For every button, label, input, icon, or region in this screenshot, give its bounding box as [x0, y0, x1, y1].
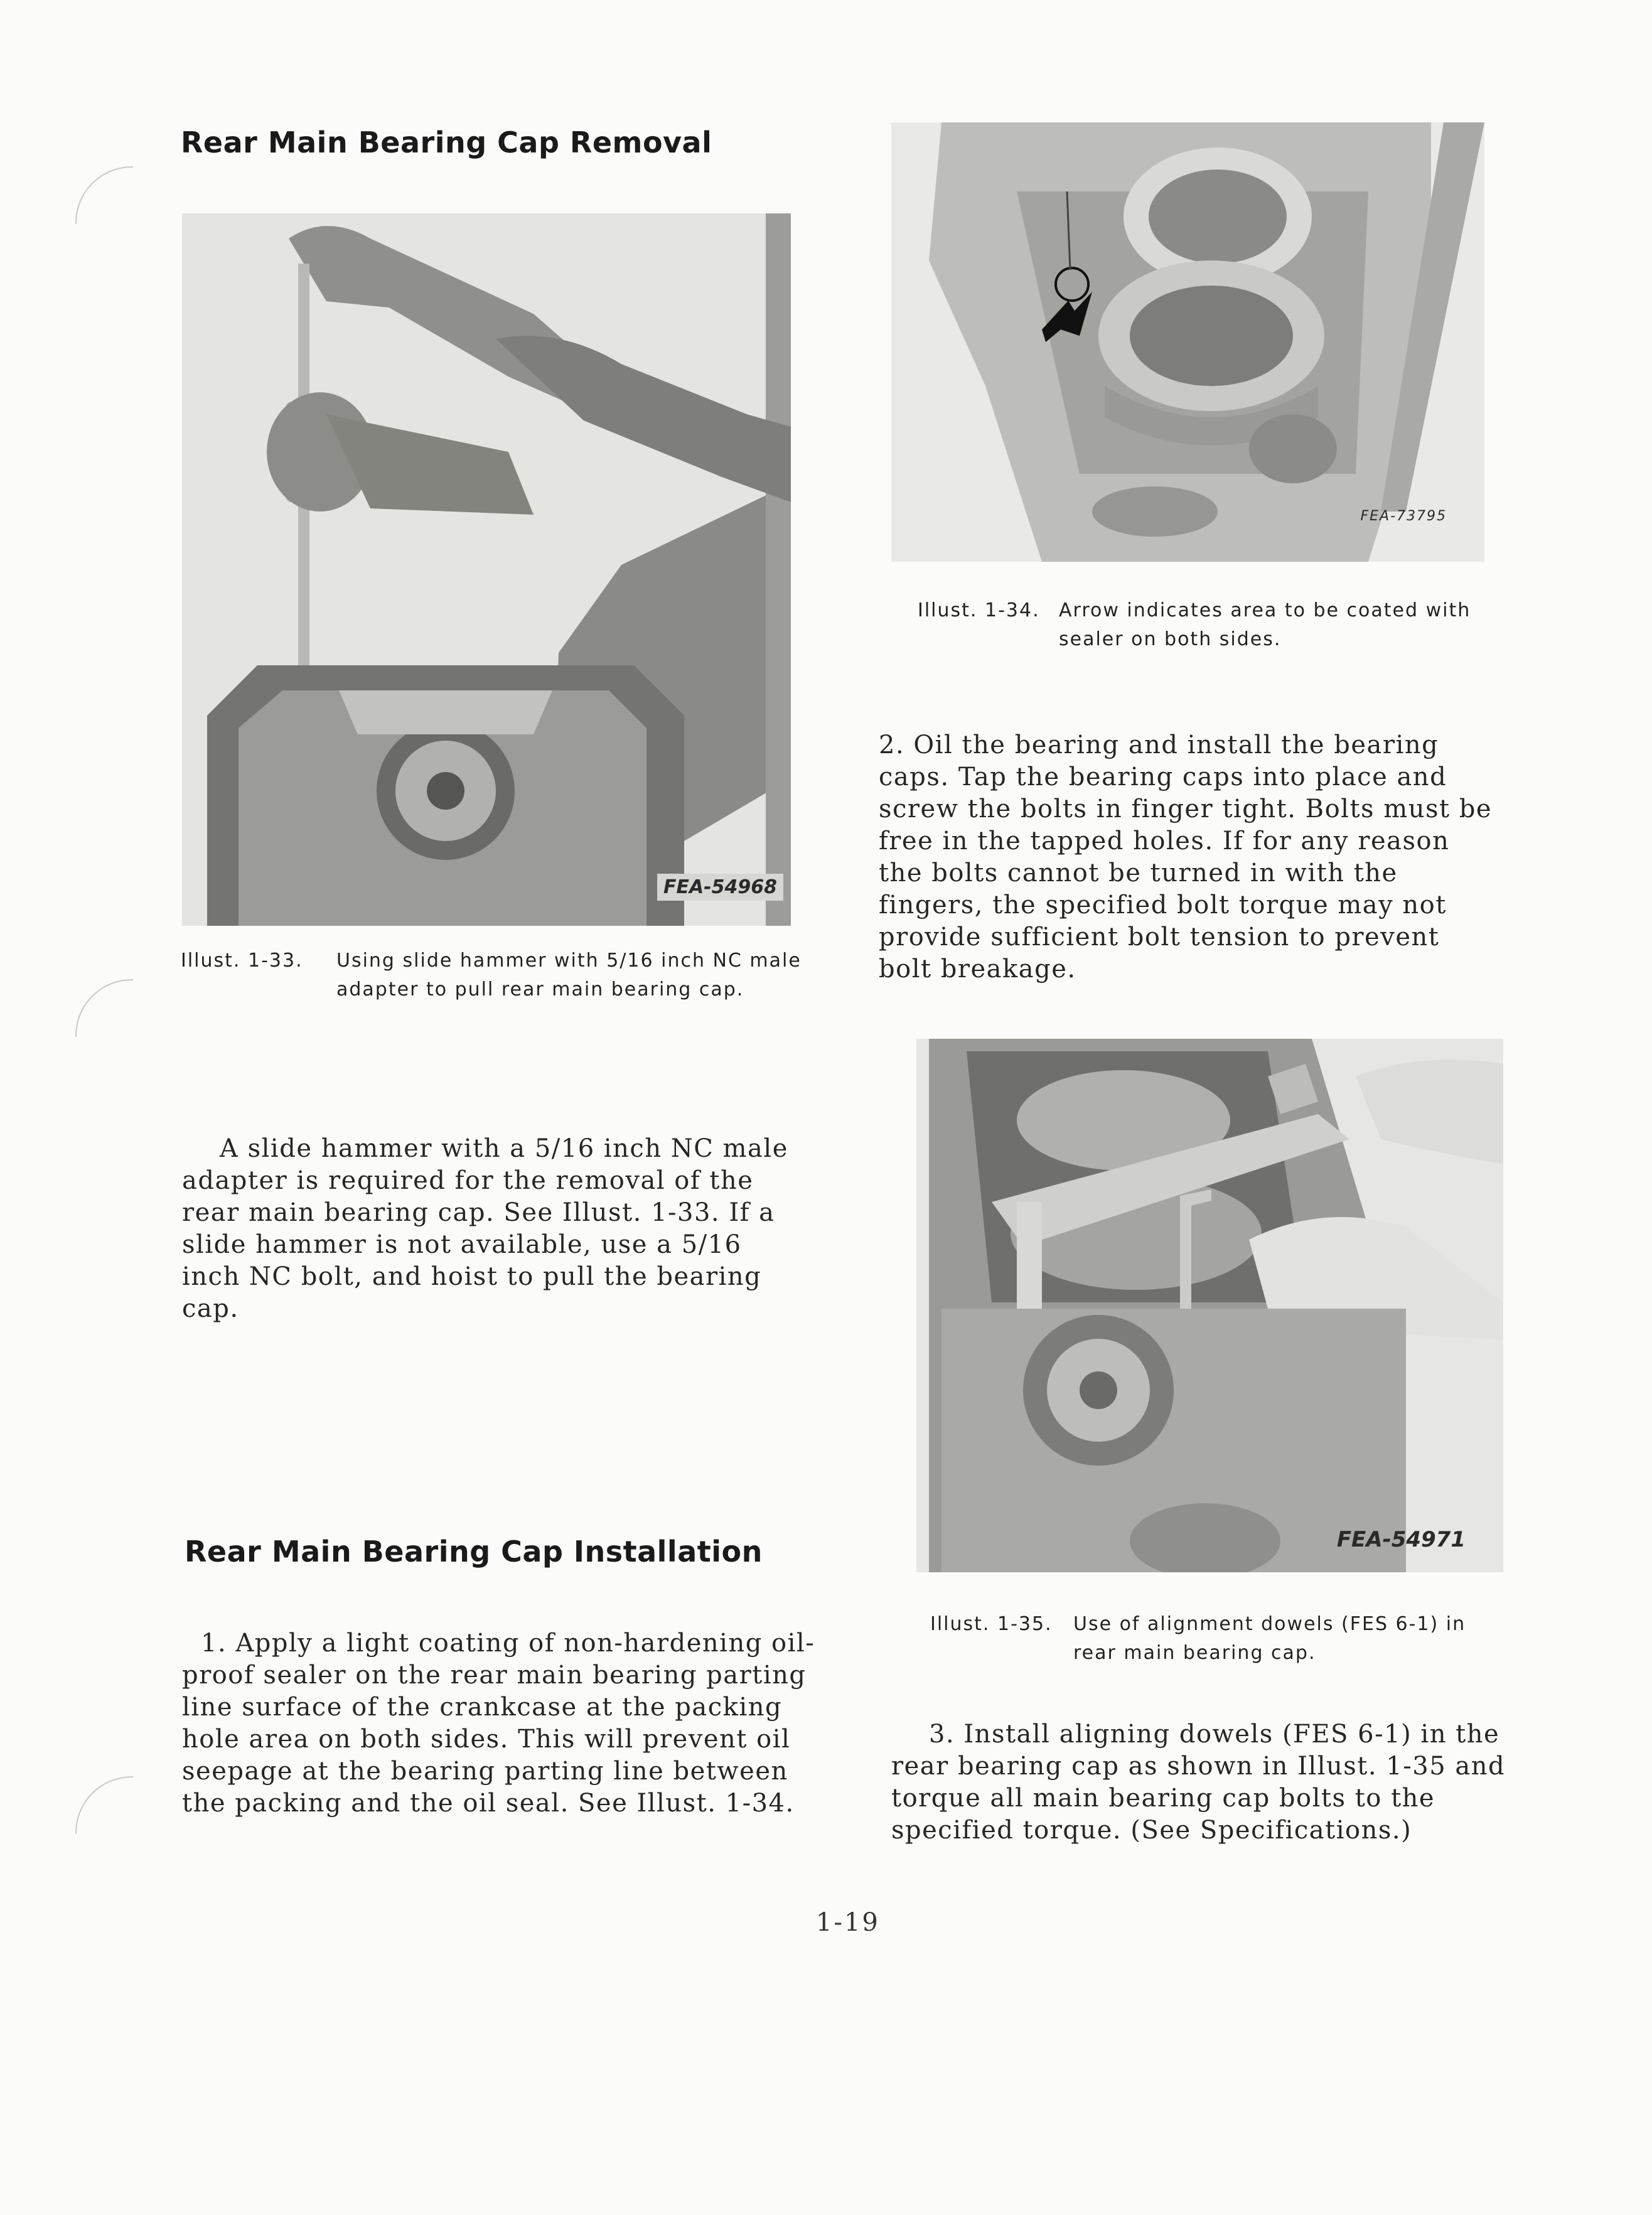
- photo-slide-hammer-graphic: [182, 213, 791, 926]
- punch-mark: [75, 166, 133, 224]
- caption-illust-1-33: [181, 947, 808, 1009]
- removal-paragraph-text: A slide hammer with a 5/16 inch NC male adapter is required for the removal of the rear main bearing cap. See Illust. 1-33. If a slide hammer is not available, use a 5/16 inch NC bolt, and hoist to pull the bearing cap.: [182, 1134, 788, 1323]
- installation-step-1: [182, 1628, 829, 1820]
- caption-text: Use of alignment dowels (FES 6-1) in rear main bearing cap.: [1073, 1613, 1466, 1664]
- caption-illust-1-35: [930, 1610, 1495, 1673]
- page-number: 1-19: [816, 1908, 880, 1937]
- photo-alignment-dowels: [916, 1039, 1503, 1572]
- caption-number: Illust. 1-33.: [181, 950, 303, 972]
- installation-step-3: [891, 1719, 1519, 1847]
- photo-crankcase-sealer-graphic: [891, 122, 1484, 562]
- photo-label: FEA-73795: [1360, 508, 1447, 524]
- removal-paragraph: [182, 1133, 797, 1325]
- caption-number: Illust. 1-34.: [918, 599, 1040, 621]
- installation-step-2: [879, 729, 1500, 985]
- punch-mark: [75, 1776, 133, 1834]
- caption-text: Using slide hammer with 5/16 inch NC male adapter to pull rear main bearing cap.: [336, 950, 802, 1000]
- step-3-text: 3. Install aligning dowels (FES 6-1) in the rear bearing cap as shown in Illust. 1-35 and torque all main bearing cap bolts to the specified torque. (See Specifications.): [891, 1720, 1506, 1845]
- photo-crankcase-sealer: [891, 122, 1484, 562]
- photo-alignment-dowels-graphic: [916, 1039, 1503, 1572]
- photo-label: FEA-54968: [657, 874, 783, 901]
- caption-text: Arrow indicates area to be coated with sealer on both sides.: [1059, 599, 1471, 650]
- caption-number: Illust. 1-35.: [930, 1613, 1053, 1635]
- photo-slide-hammer: [182, 213, 791, 926]
- step-1-text: 1. Apply a light coating of non-hardening oil-proof sealer on the rear main bearing parting line surface of the crankcase at the packing hole area on both sides. This will prevent oil seepage at the bearing parting line between the packing and the oil seal. See Illust. 1-34.: [182, 1629, 815, 1818]
- punch-mark: [75, 979, 133, 1037]
- step-2-text: 2. Oil the bearing and install the bearing caps. Tap the bearing caps into place and screw the bolts in finger tight. Bolts must be free in the tapped holes. If for any reason the bolts cannot be turned in with the fingers, the specified bolt torque may not provide sufficient bolt tension to prevent bolt breakage.: [879, 731, 1493, 984]
- caption-illust-1-34: [918, 596, 1483, 659]
- section-heading-removal: Rear Main Bearing Cap Removal: [181, 126, 712, 159]
- section-heading-installation: Rear Main Bearing Cap Installation: [185, 1535, 763, 1569]
- photo-label: FEA-54971: [1336, 1527, 1466, 1552]
